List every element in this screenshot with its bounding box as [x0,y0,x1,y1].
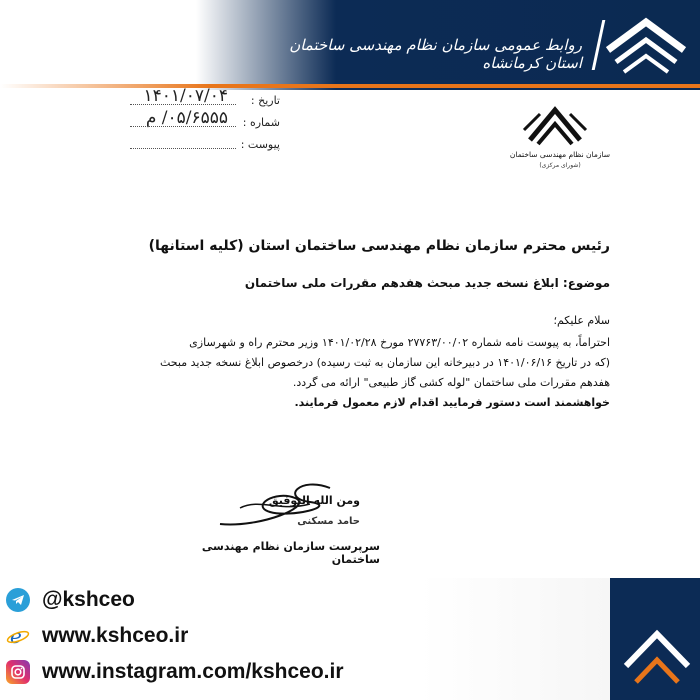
website-link[interactable]: www.kshceo.ir [42,624,189,647]
number-value: ۰۵/۶۵۵۵/ م [145,108,228,128]
browser-icon [6,624,30,648]
footer-instagram[interactable] [6,658,344,686]
organization-logo-icon [602,10,690,82]
date-line [130,104,236,105]
attachment-row [80,136,280,158]
greeting: سلام علیکم؛ [553,314,610,327]
date-value: ۱۴۰۱/۰۷/۰۴ [143,86,228,106]
number-line [130,126,236,127]
banner-accent-stripe [0,84,700,88]
recipient: رئیس محترم سازمان نظام مهندسی ساختمان استان (کلیه استانها) [148,238,610,254]
date-label: تاریخ : [250,94,280,107]
footer-logo-icon [620,606,694,696]
signer-name: حامد مسکنی [297,516,360,527]
letter-meta [80,86,280,158]
letterhead-org-sub: (شورای مرکزی) [539,162,581,169]
instagram-icon [6,660,30,684]
body-line: هفدهم مقررات ملی ساختمان "لوله کشی گاز طبیعی" ارائه می گردد. [292,376,610,389]
svg-text:e: e [10,624,22,648]
top-banner [0,0,700,90]
telegram-icon [6,588,30,612]
instagram-link[interactable]: www.instagram.com/kshceo.ir [42,660,344,683]
telegram-handle[interactable]: @kshceo [42,588,135,611]
footer-website[interactable] [6,622,188,650]
body-line: (که در تاریخ ۱۴۰۱/۰۶/۱۶ در دبیرخانه این سازمان به ثبت رسیده) درخصوص ابلاغ نسخه جدید مبحث [159,356,610,369]
footer-telegram[interactable] [6,586,135,614]
banner-title: روابط عمومی سازمان نظام مهندسی ساختمان استان کرمانشاه [289,36,582,72]
letterhead-logo-icon [510,100,600,150]
body-line: احتراماً، به پیوست نامه شماره ۲۷۷۶۳/۰۰/۰۲ مورخ ۱۴۰۱/۰۲/۲۸ وزیر محترم راه و شهرسازی [189,336,610,349]
request-line: خواهشمند است دستور فرمایید اقدام لازم معمول فرمایند. [294,396,610,409]
letterhead-org-name: سازمان نظام مهندسی ساختمان [509,150,611,159]
number-row [80,108,280,136]
signer-title: سرپرست سازمان نظام مهندسی ساختمان [201,540,380,566]
letter-body [100,238,610,413]
attachment-label: پیوست : [240,138,280,151]
attachment-line [130,148,236,149]
closing-phrase: ومن الله التوفیق [268,494,360,507]
subject: موضوع: ابلاغ نسخه جدید مبحث هفدهم مقررات ملی ساختمان [244,276,610,290]
number-label: شماره : [242,116,280,129]
